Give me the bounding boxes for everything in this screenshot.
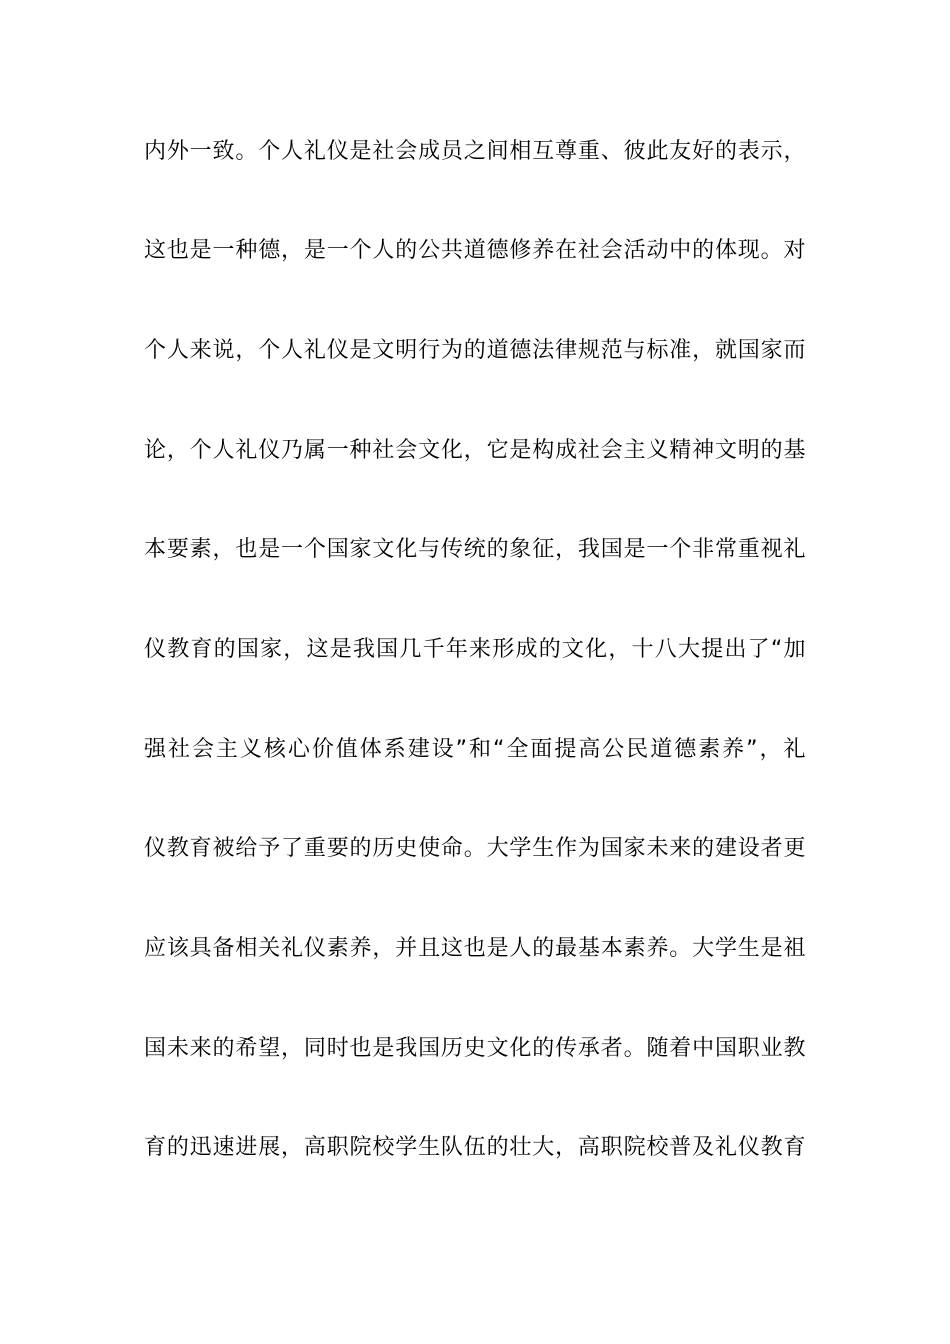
- text-line-3: 个人来说，个人礼仪是文明行为的道德法律规范与标准，就国家而: [144, 338, 806, 363]
- text-line-7: 强社会主义核心价值体系建设”和“全面提高公民道德素养”，礼: [144, 737, 806, 762]
- text-line-5: 本要素，也是一个国家文化与传统的象征，我国是一个非常重视礼: [144, 537, 806, 562]
- text-line-6: 仪教育的国家，这是我国几千年来形成的文化，十八大提出了“加: [144, 637, 806, 662]
- text-line-1: 内外一致。个人礼仪是社会成员之间相互尊重、彼此友好的表示，: [144, 139, 806, 164]
- text-line-9: 应该具备相关礼仪素养，并且这也是人的最基本素养。大学生是祖: [144, 936, 806, 961]
- text-line-2: 这也是一种德，是一个人的公共道德修养在社会活动中的体现。对: [144, 238, 806, 263]
- text-line-10: 国未来的希望，同时也是我国历史文化的传承者。随着中国职业教: [144, 1036, 806, 1061]
- text-line-11: 育的迅速进展，高职院校学生队伍的壮大，高职院校普及礼仪教育: [144, 1135, 806, 1160]
- text-line-8: 仪教育被给予了重要的历史使命。大学生作为国家未来的建设者更: [144, 836, 806, 861]
- text-line-4: 论，个人礼仪乃属一种社会文化，它是构成社会主义精神文明的基: [144, 438, 806, 463]
